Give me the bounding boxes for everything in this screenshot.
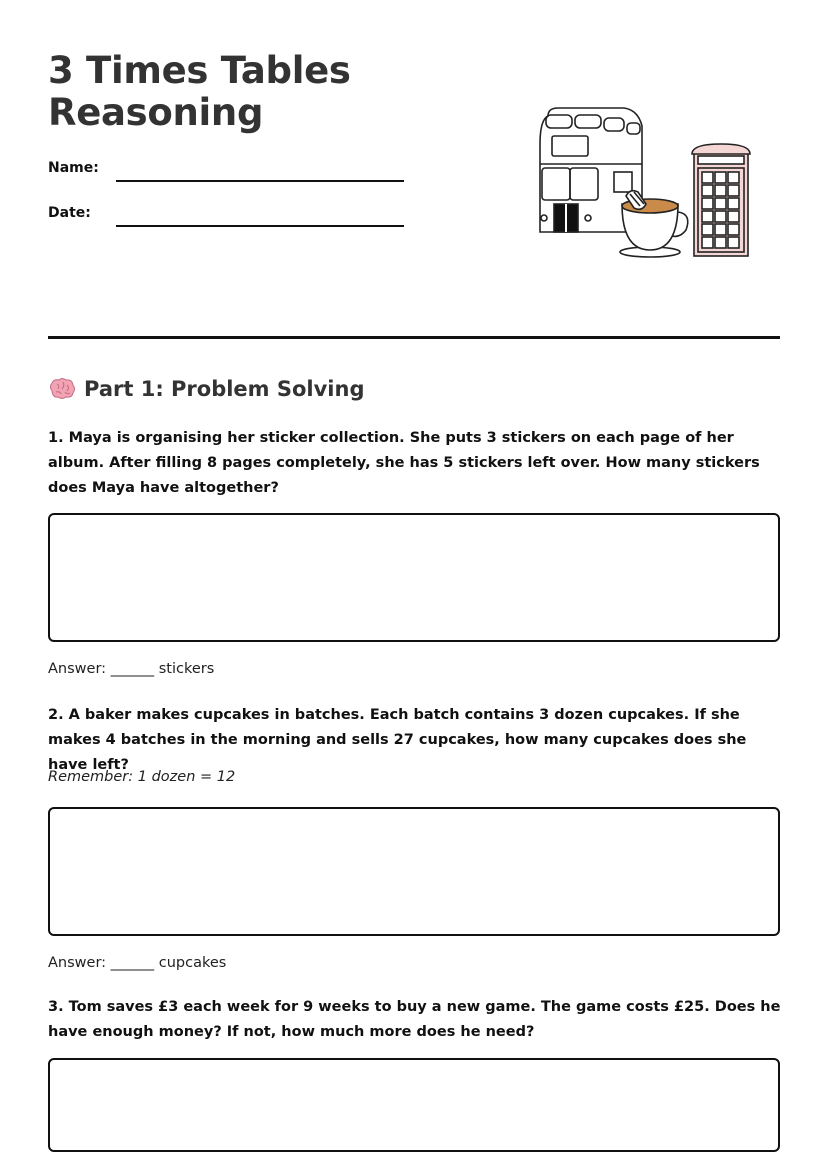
- date-label: Date:: [48, 205, 91, 221]
- phone-box-icon: [692, 144, 750, 256]
- date-field[interactable]: [48, 205, 408, 229]
- brain-icon: [48, 377, 76, 401]
- section-heading-text: Part 1: Problem Solving: [84, 377, 365, 401]
- name-field[interactable]: [48, 160, 408, 184]
- working-box-2[interactable]: [48, 807, 780, 936]
- working-box-3[interactable]: [48, 1058, 780, 1152]
- section-heading: [48, 374, 365, 404]
- title-line-1: 3 Times Tables: [48, 49, 351, 92]
- working-box-1[interactable]: [48, 513, 780, 642]
- question-3: 3. Tom saves £3 each week for 9 weeks to buy a new game. The game costs £25. Does he have enough money? If not, how much more does he need?: [48, 999, 781, 1040]
- worksheet-title: [48, 50, 351, 134]
- london-illustration: [534, 104, 754, 264]
- teacup-icon: [620, 191, 688, 257]
- header-divider: [48, 336, 780, 339]
- date-line[interactable]: [116, 225, 404, 227]
- question-2: 2. A baker makes cupcakes in batches. Each batch contains 3 dozen cupcakes. If she makes 4 batches in the morning and sells 27 cupcakes, how many cupcakes does she have left?: [48, 707, 747, 773]
- name-label: Name:: [48, 160, 99, 176]
- title-line-2: Reasoning: [48, 91, 264, 134]
- question-1: 1. Maya is organising her sticker collection. She puts 3 stickers on each page of her album. After filling 8 pages completely, she has 5 stickers left over. How many stickers does Maya have altogether?: [48, 430, 760, 496]
- answer-line-1[interactable]: Answer: ______ stickers: [48, 661, 215, 677]
- name-line[interactable]: [116, 180, 404, 182]
- hint-2: Remember: 1 dozen = 12: [48, 769, 236, 785]
- answer-line-2[interactable]: Answer: ______ cupcakes: [48, 955, 227, 971]
